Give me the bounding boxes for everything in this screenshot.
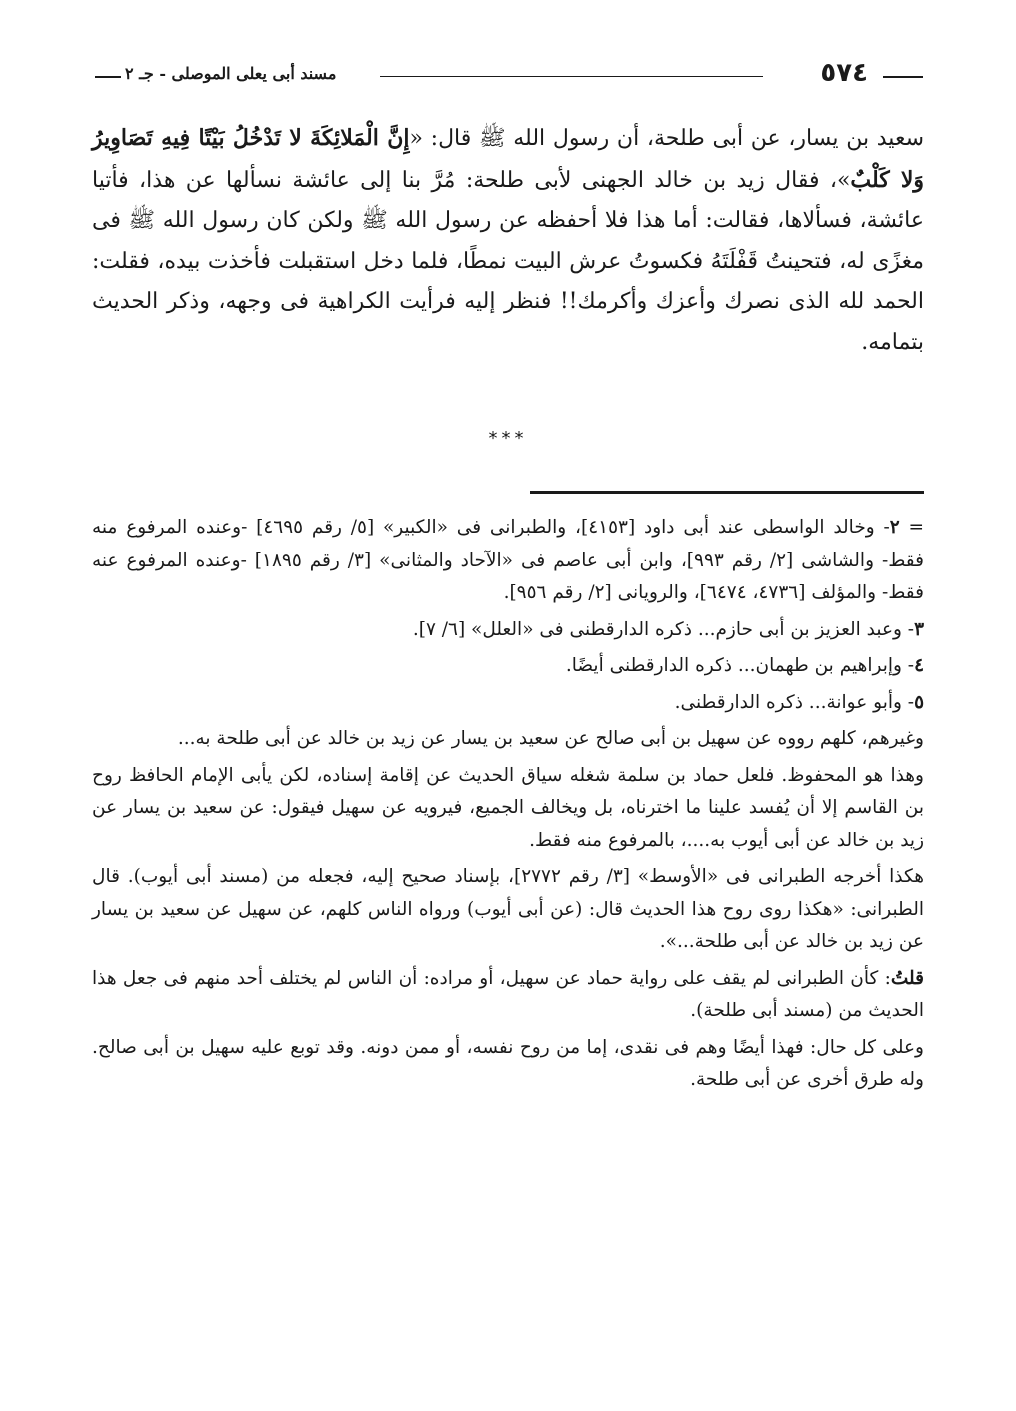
footnote-number: ٣ xyxy=(914,618,924,640)
hadith-quote: إِنَّ الْمَلائِكَةَ لا تَدْخُلُ بَيْتًا فِيهِ تَصَاوِيرُ وَلا كَلْبٌ xyxy=(92,125,924,193)
footnote-number: ٥ xyxy=(914,691,924,713)
footnote-paragraph: ٤- وإبراهيم بن طهمان... ذكره الدارقطنى أيضًا. xyxy=(565,655,924,676)
footnote-rule xyxy=(530,491,924,494)
footnote-paragraph: = ٢- وخالد الواسطى عند أبى داود [٤١٥٣]، والطبرانى فى «الكبير» [٥/ رقم ٤٦٩٥] -وعنده المرفوع منه فقط- والشاشى [٢/ رقم ٩٩٣]، وابن أبى عاصم فى «الآحاد والمثانى» [٣/ رقم ١٨٩٥] -وعنده المرفوع عنه فقط- والمؤلف [٤٧٣٦، ٦٤٧٤]، والرويانى [٢/ رقم ٩٥٦]. xyxy=(92,517,924,603)
footnote-paragraph: ٥- وأبو عوانة... ذكره الدارقطنى. xyxy=(674,691,924,713)
main-text xyxy=(92,118,924,363)
page-header xyxy=(95,58,923,94)
qultu-label: قلتُ xyxy=(890,967,924,989)
main-text-body: »، فقال زيد بن خالد الجهنى لأبى طلحة: مُرَّ بنا إلى عائشة نسألها عن هذا، فأتيا عائشة، فسألاها، فقالت: أما هذا فلا أحفظه عن رسول الله ﷺ ولكن كان رسول الله ﷺ فى مغزًى له، فتحينتُ قَفْلَتَهُ فكسوتُ عرش البيت نمطًا، فلما دخل استقبلت فأخذت بيده، فقلت: الحمد لله الذى نصرك وأعزك وأكرمك!! فنظر إليه فرأيت الكراهية فى وجهه، وذكر الحديث بتمامه. xyxy=(92,167,924,355)
section-separator: *** xyxy=(488,428,528,449)
running-title: مسند أبى يعلى الموصلى - جـ ٢ xyxy=(125,64,337,83)
page-number: ٥٧٤ xyxy=(820,58,868,88)
footnote-paragraph: قلتُ: كأن الطبرانى لم يقف على رواية حماد عن سهيل، أو مراده: أن الناس لم يختلف أحد منهم فى جعل هذا الحديث من (مسند أبى طلحة). xyxy=(92,967,924,1021)
footnote-paragraph: هكذا أخرجه الطبرانى فى «الأوسط» [٣/ رقم ٢٧٧٢]، بإسناد صحيح إليه، فجعله من (مسند أبى أيوب). قال الطبرانى: «هكذا روى روح هذا الحديث قال: (عن أبى أيوب) ورواه الناس كلهم، عن سهيل عن سعيد بن يسار عن زيد بن خالد عن أبى طلحة...». xyxy=(92,866,924,952)
main-text-intro: سعيد بن يسار، عن أبى طلحة، أن رسول الله ﷺ قال: « xyxy=(409,126,924,151)
footnote-number: ٤ xyxy=(914,655,924,676)
header-dash-right xyxy=(883,76,923,78)
footnote-paragraph: وغيرهم، كلهم رووه عن سهيل بن أبى صالح عن سعيد بن يسار عن زيد بن خالد عن أبى طلحة به... xyxy=(177,728,924,749)
header-rule xyxy=(380,76,763,77)
footnote-number: ٢ xyxy=(889,517,900,538)
header-dash-left xyxy=(95,76,121,78)
footnote-paragraph: وهذا هو المحفوظ. فلعل حماد بن سلمة شغله سياق الحديث عن إقامة إسناده، لكن يأبى الإمام الحافظ روح بن القاسم إلا أن يُفسد علينا ما اخترناه، بل ويخالف الجميع، فيرويه عن سهيل فيقول: عن سعيد بن يسار عن زيد بن خالد عن أبى أيوب به....، بالمرفوع منه فقط. xyxy=(92,764,924,851)
footnote-paragraph: وعلى كل حال: فهذا أيضًا وهم فى نقدى، إما من روح نفسه، أو ممن دونه. وقد توبع عليه سهيل بن أبى صالح. وله طرق أخرى عن أبى طلحة. xyxy=(92,1036,924,1090)
footnotes xyxy=(92,512,924,1101)
footnote-paragraph: ٣- وعبد العزيز بن أبى حازم... ذكره الدارقطنى فى «العلل» [٦/ ٧]. xyxy=(412,618,924,640)
